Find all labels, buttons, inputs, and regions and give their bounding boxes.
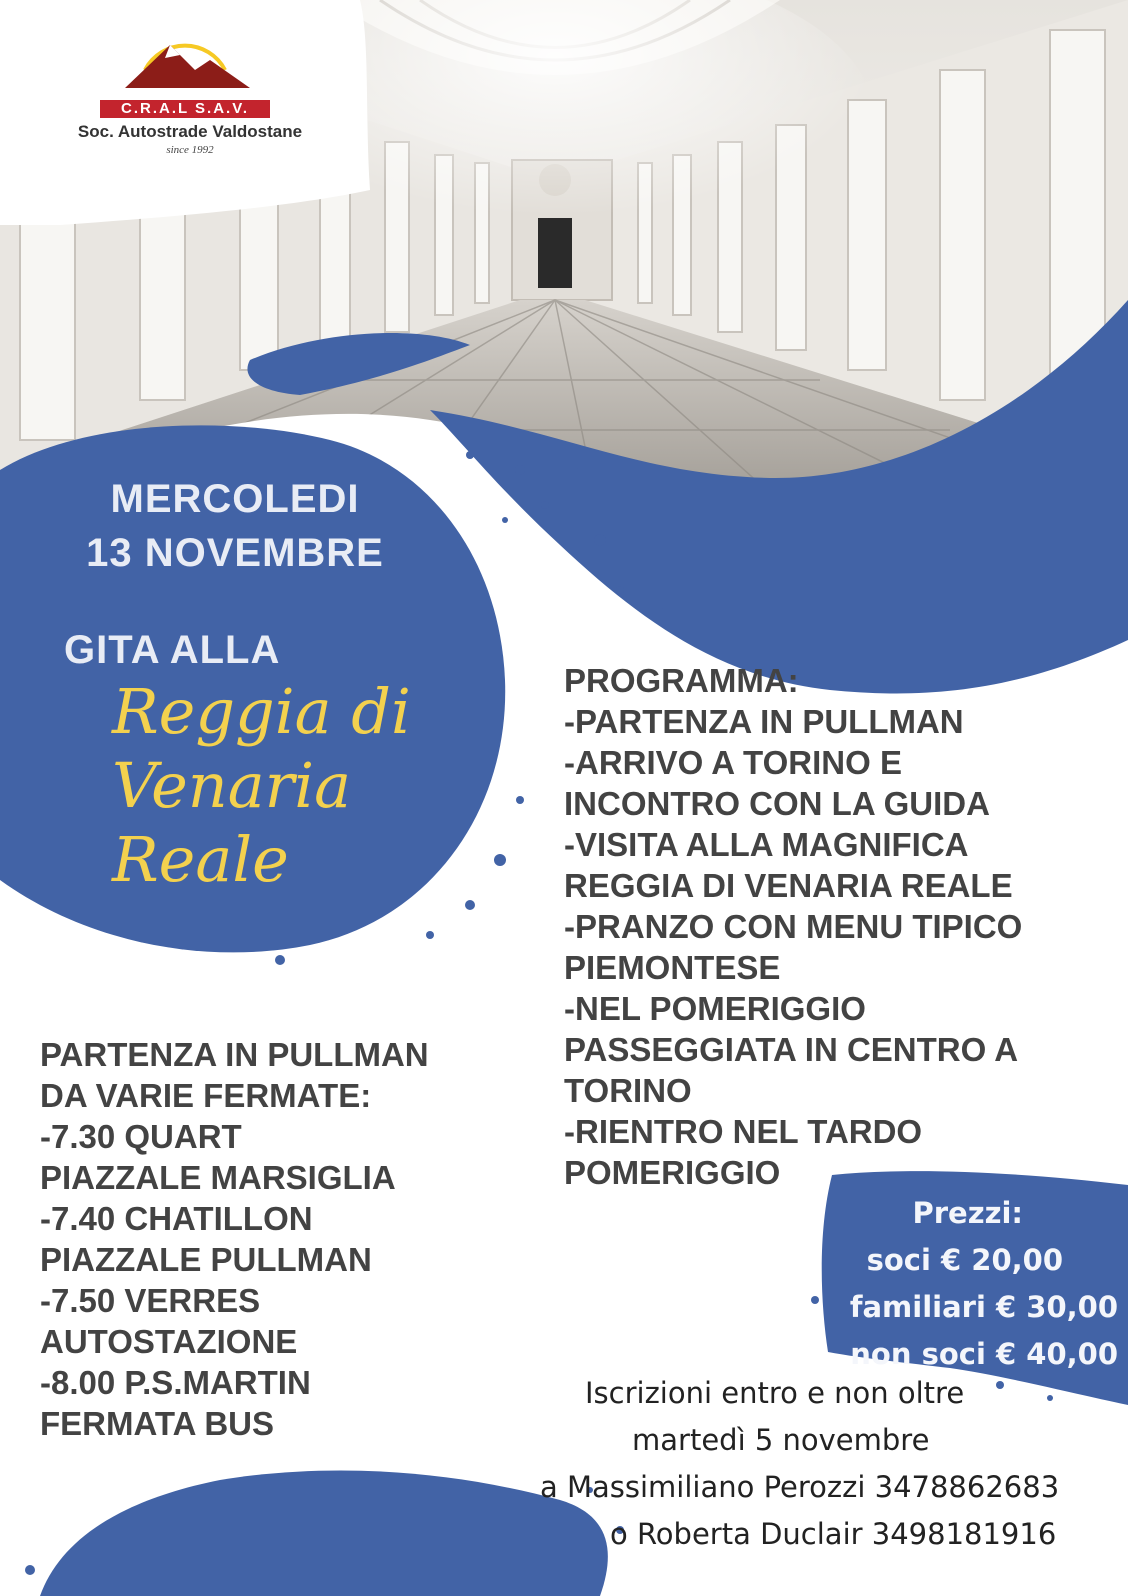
partenza-line: PIAZZALE MARSIGLIA [40, 1159, 396, 1196]
script-line-2: Venaria [112, 749, 352, 822]
iscrizioni-line-2: martedì 5 novembre [632, 1423, 930, 1457]
programma-line: -PARTENZA IN PULLMAN [564, 703, 964, 740]
programma-line: INCONTRO CON LA GUIDA [564, 785, 990, 822]
event-date [40, 472, 430, 580]
programma-line: -ARRIVO A TORINO E [564, 744, 902, 781]
prezzi-soci: soci € 20,00 [866, 1243, 1063, 1277]
iscrizioni-line-4: o Roberta Duclair 3498181916 [610, 1517, 1057, 1551]
iscrizioni-line-3: a Massimiliano Perozzi 3478862683 [540, 1470, 1060, 1504]
event-title-script [112, 675, 472, 897]
programma-line: PIEMONTESE [564, 949, 781, 986]
programma-list [564, 660, 1124, 1193]
iscrizioni-info [540, 1370, 1110, 1558]
programma-line: REGGIA DI VENARIA REALE [564, 867, 1013, 904]
programma-line: -VISITA ALLA MAGNIFICA [564, 826, 969, 863]
programma-line: PASSEGGIATA IN CENTRO A [564, 1031, 1019, 1068]
partenza-line: FERMATA BUS [40, 1405, 275, 1442]
iscrizioni-line-1: Iscrizioni entro e non oltre [585, 1376, 965, 1410]
logo-since: since 1992 [166, 144, 214, 156]
programma-line: -RIENTRO NEL TARDO [564, 1113, 923, 1150]
partenza-line: -7.40 CHATILLON [40, 1200, 313, 1237]
partenza-line: DA VARIE FERMATE: [40, 1077, 372, 1114]
prezzi-title: Prezzi: [912, 1196, 1023, 1230]
programma-line: PROGRAMMA: [564, 662, 799, 699]
script-line-3: Reale [112, 823, 289, 896]
partenza-list [40, 1034, 510, 1444]
programma-line: -PRANZO CON MENU TIPICO [564, 908, 1023, 945]
prezzi-familiari: familiari € 30,00 [849, 1290, 1118, 1324]
programma-line: POMERIGGIO [564, 1154, 781, 1191]
logo-brand: C.R.A.L S.A.V. [100, 100, 270, 118]
event-day: MERCOLEDI [110, 477, 360, 521]
partenza-line: -7.50 VERRES [40, 1282, 261, 1319]
programma-line: TORINO [564, 1072, 692, 1109]
logo-company-name: Soc. Autostrade Valdostane [77, 122, 303, 141]
logo-area [0, 0, 370, 225]
event-lead: GITA ALLA [64, 628, 281, 672]
partenza-line: PARTENZA IN PULLMAN [40, 1036, 429, 1073]
partenza-line: -7.30 QUART [40, 1118, 242, 1155]
partenza-line: -8.00 P.S.MARTIN [40, 1364, 311, 1401]
event-date-text: 13 NOVEMBRE [86, 531, 384, 575]
partenza-line: AUTOSTAZIONE [40, 1323, 298, 1360]
prezzi-box [838, 1190, 1118, 1378]
script-line-1: Reggia di [112, 675, 411, 748]
partenza-line: PIAZZALE PULLMAN [40, 1241, 372, 1278]
prezzi-non-soci: non soci € 40,00 [850, 1337, 1118, 1371]
programma-line: -NEL POMERIGGIO [564, 990, 866, 1027]
